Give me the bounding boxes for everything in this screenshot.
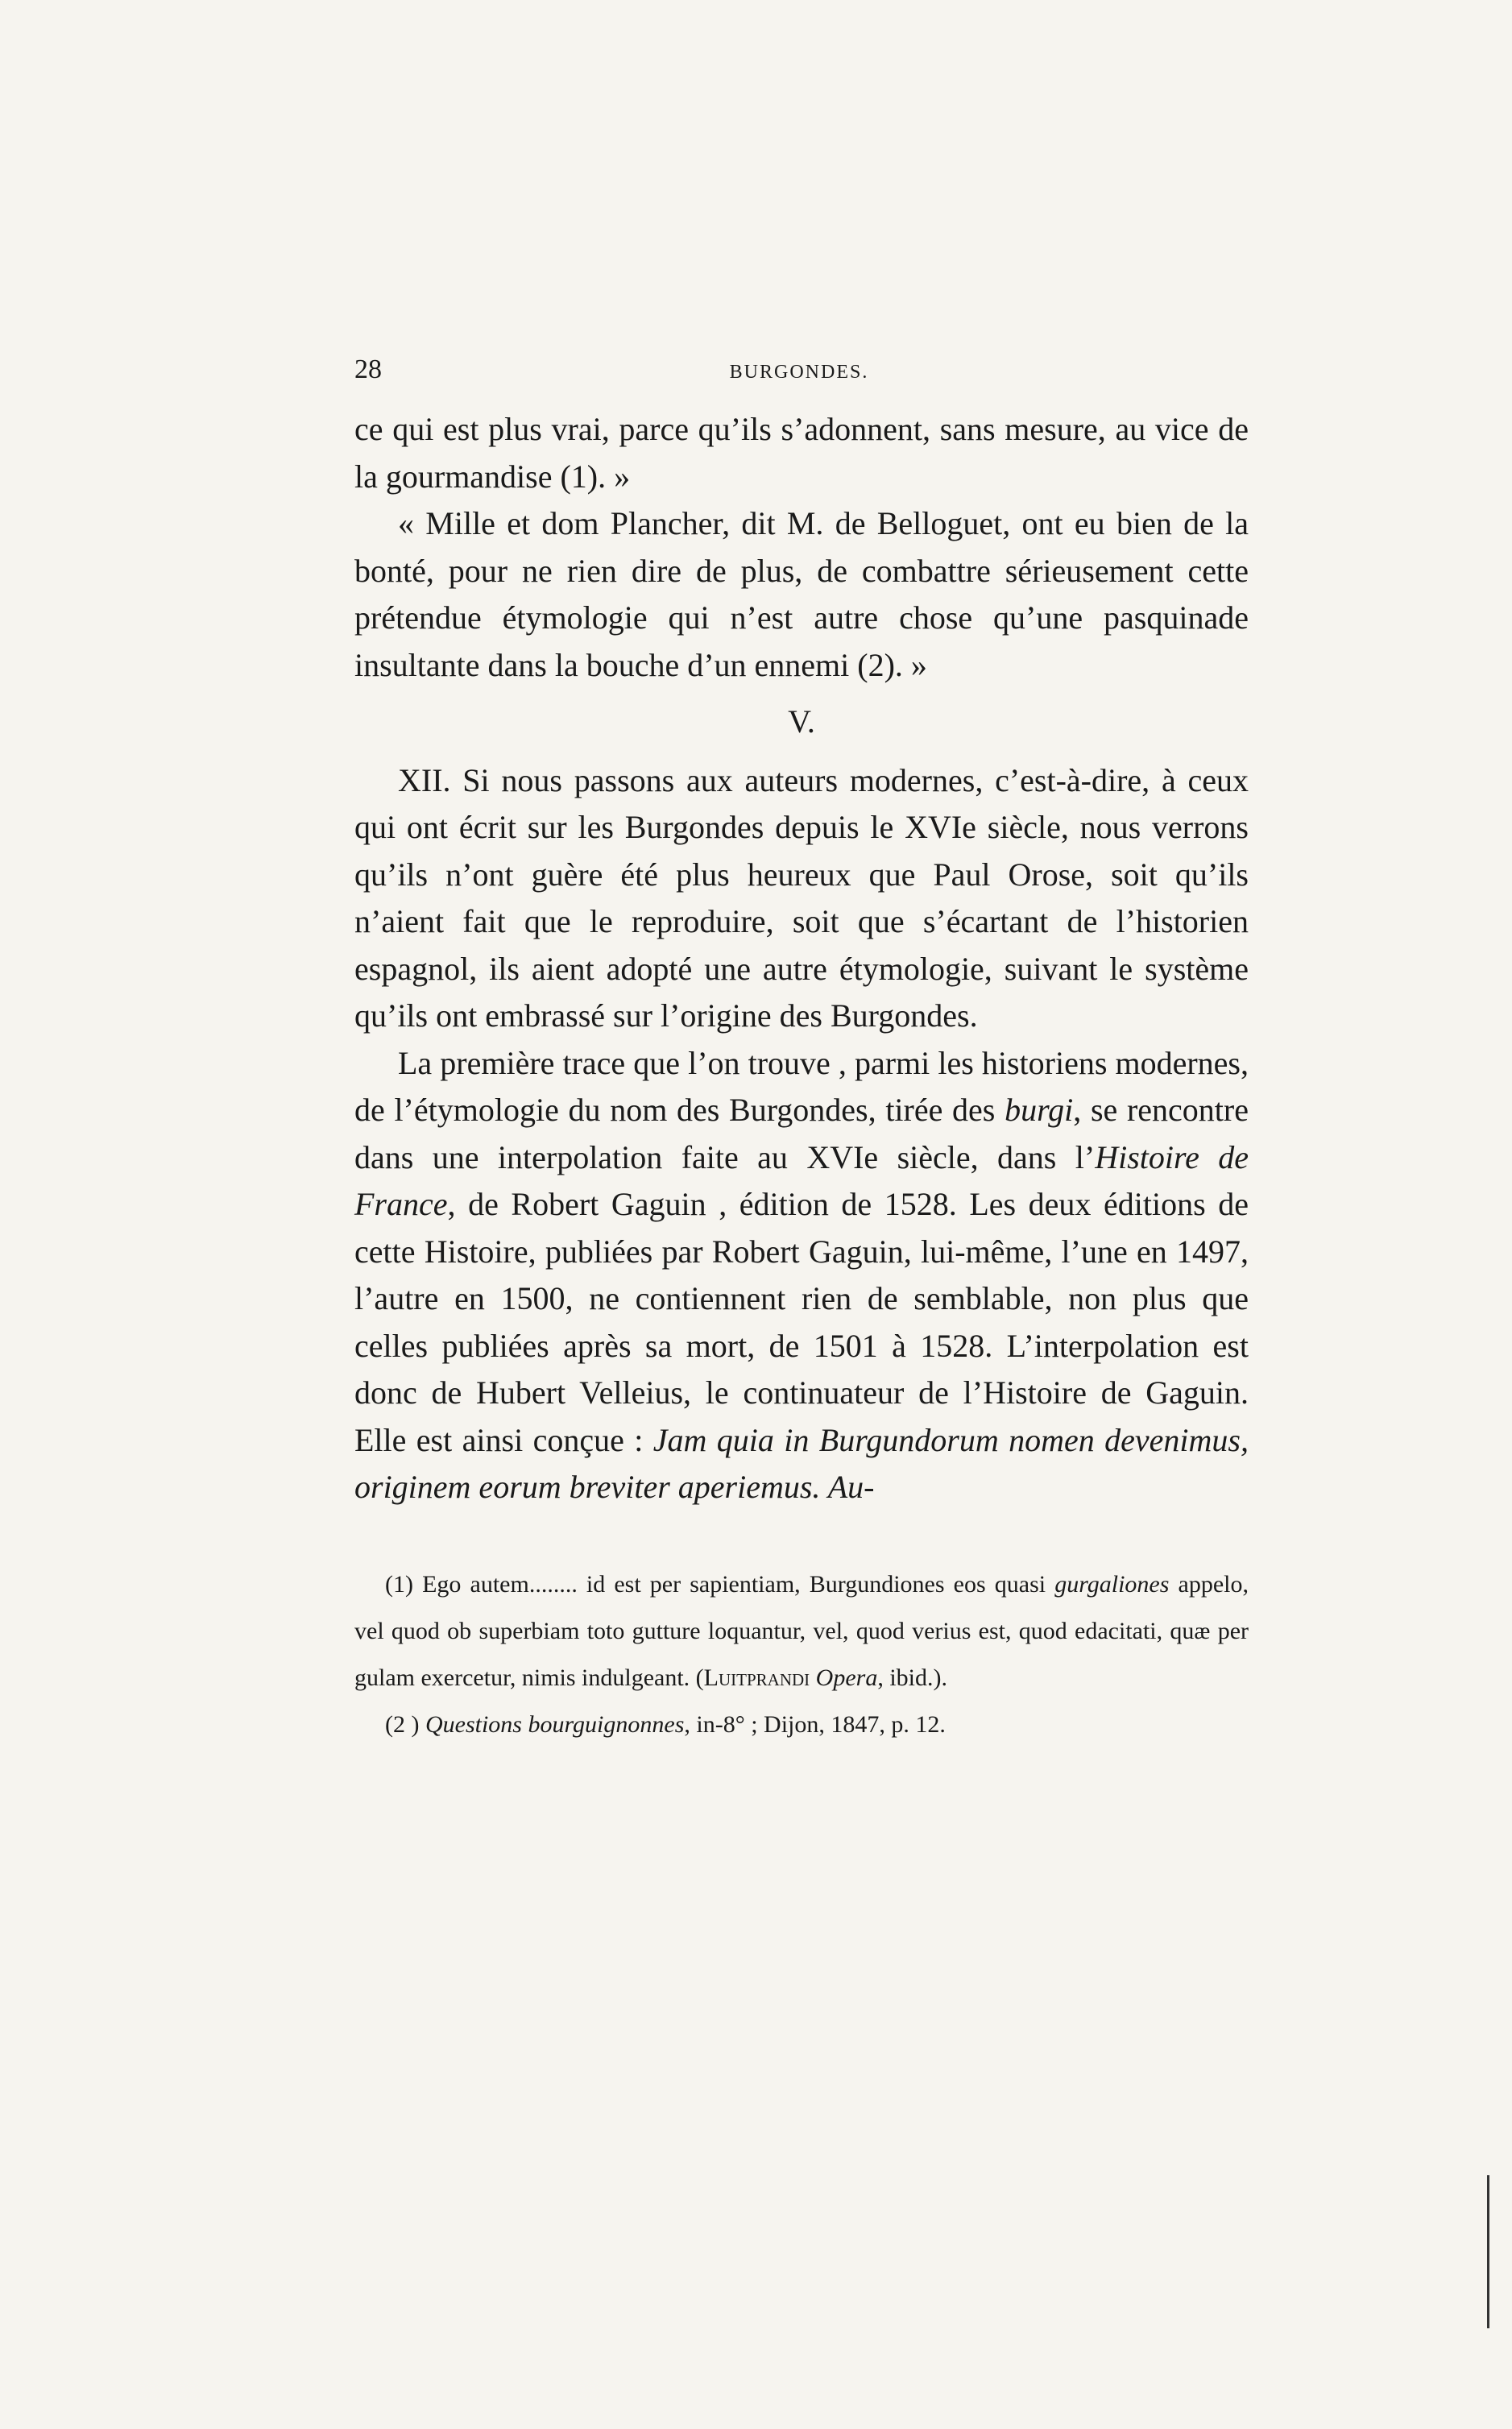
paragraph-2: « Mille et dom Plancher, dit M. de Belloguet, ont eu bien de la bonté, pour ne rien dire de plus, de combattre sérieusement cette prétendue étymologie qui n’est autre chose qu’une pasquinade insultante dans la bouche d’un ennemi (2). » bbox=[354, 505, 1249, 683]
page-number: 28 bbox=[354, 354, 382, 384]
footnote-1-text-a: (1) Ego autem........ id est per sapientiam, Burgundiones eos quasi bbox=[385, 1570, 1055, 1598]
footnote-1-text-c: appelo, vel quod ob superbiam toto gutture loquantur, vel, quod verius est, quod edacitati, quæ per gulam exercetur, nimis indulgeant. ( bbox=[354, 1570, 1249, 1691]
footnote-1-text-g: , ibid.). bbox=[877, 1664, 947, 1691]
running-head bbox=[354, 354, 1249, 406]
paragraph-3: XII. Si nous passons aux auteurs modernes, c’est-à-dire, à ceux qui ont écrit sur les Burgondes depuis le XVIe siècle, nous verrons qu’ils n’ont guère été plus heureux que Paul Orose, soit qu’ils n’aient fait que le reproduire, soit que s’écartant de l’historien espagnol, ils aient adopté une autre étymologie, suivant le système qu’ils ont embrassé sur l’origine des Burgondes. bbox=[354, 761, 1249, 1034]
paragraph-4-italic-latin: Jam quia in Burgundorum nomen devenimus, originem eorum breviter aperiemus. Au- bbox=[354, 1421, 1249, 1505]
body-text bbox=[354, 406, 1249, 1511]
footnote-1-italic-gurgaliones: gurgaliones bbox=[1054, 1570, 1170, 1598]
paragraph-4 bbox=[354, 1040, 1249, 1511]
footnotes bbox=[354, 1561, 1249, 1748]
footnote-1-italic-opera: Opera bbox=[815, 1664, 878, 1691]
footnote-2 bbox=[354, 1702, 1249, 1748]
paragraph-4-text-a: La première trace que l’on trouve , parmi les historiens modernes, de l’étymologie du nom des Burgondes, tirée des bbox=[354, 1044, 1249, 1128]
footnote-2-text-c: , in-8° ; Dijon, 1847, p. 12. bbox=[684, 1710, 946, 1738]
paragraph-4-italic-histoire: Histoire de France bbox=[354, 1138, 1249, 1222]
footnote-2-text-a: (2 ) bbox=[385, 1710, 425, 1738]
section-heading: V. bbox=[788, 703, 815, 740]
footnote-1-smallcaps-luitprandi: Luitprandi bbox=[703, 1664, 810, 1691]
paragraph-4-text-c: , se rencontre dans une interpolation faite au XVIe siècle, dans l’ bbox=[354, 1092, 1249, 1175]
footnote-1 bbox=[354, 1561, 1249, 1702]
running-title: BURGONDES. bbox=[729, 362, 869, 383]
paragraph-4-italic-burgi: burgi bbox=[1005, 1092, 1074, 1128]
paragraph-4-text-e: , de Robert Gaguin , édition de 1528. Les deux éditions de cette Histoire, publiées par Robert Gaguin, lui-même, l’une en 1497, l’autre en 1500, ne contiennent rien de semblable, non plus que celles publiées après sa mort, de 1501 à 1528. L’interpolation est donc de Hubert Velleius, le continuateur de l’Histoire de Gaguin. Elle est ainsi conçue : bbox=[354, 1186, 1249, 1458]
page-edge-mark bbox=[1487, 2175, 1489, 2328]
footnote-1-text-e bbox=[810, 1664, 816, 1691]
footnote-2-italic-title: Questions bourguignonnes bbox=[425, 1710, 685, 1738]
book-page bbox=[354, 354, 1249, 1748]
paragraph-1: ce qui est plus vrai, parce qu’ils s’adonnent, sans mesure, au vice de la gourmandise (1). » bbox=[354, 411, 1249, 495]
